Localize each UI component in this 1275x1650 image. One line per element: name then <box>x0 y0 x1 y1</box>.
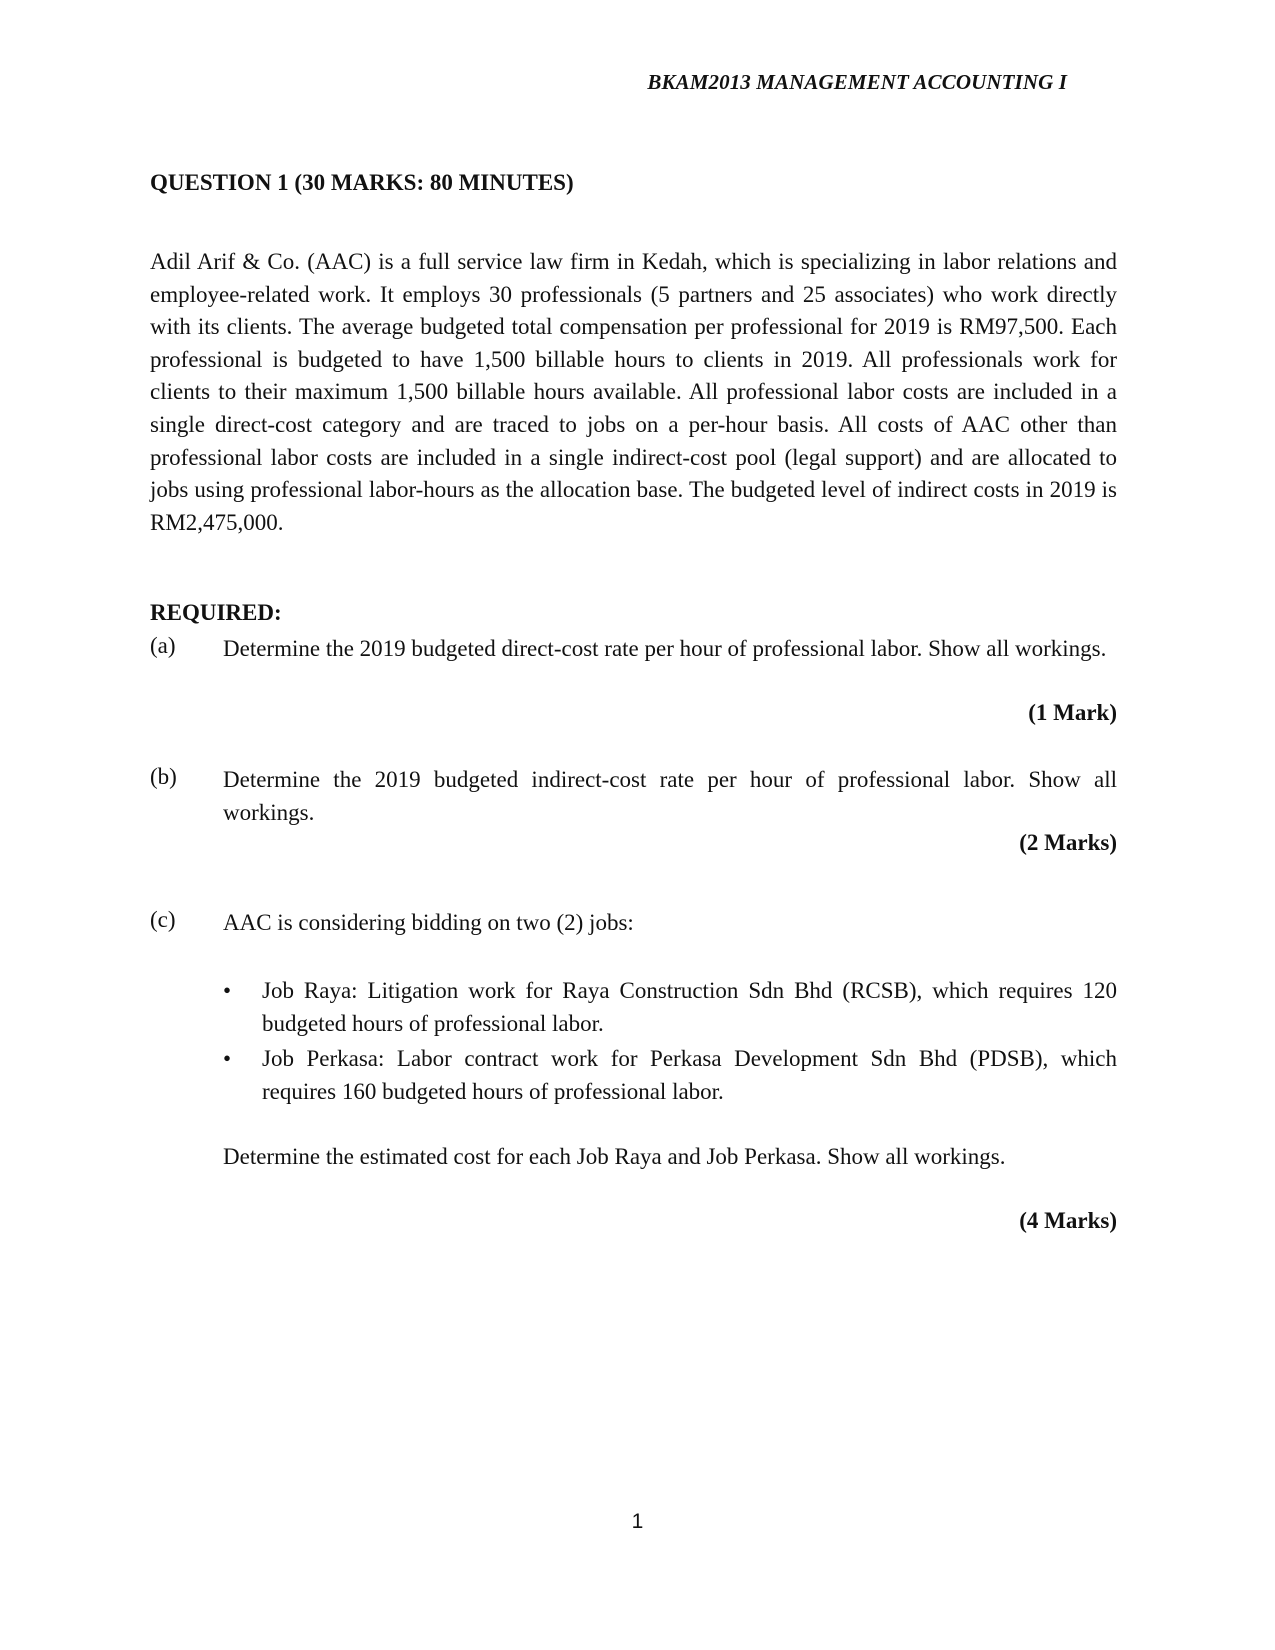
part-c-marks: (4 Marks) <box>1019 1208 1117 1233</box>
question-title: QUESTION 1 (30 MARKS: 80 MINUTES) <box>150 170 574 195</box>
bullet-icon: • <box>223 1046 232 1071</box>
bullet-icon: • <box>223 978 232 1003</box>
course-header: BKAM2013 MANAGEMENT ACCOUNTING I <box>647 70 1067 94</box>
part-c-label: (c) <box>150 907 176 932</box>
job-perkasa-description: Job Perkasa: Labor contract work for Perkasa Development Sdn Bhd (PDSB), which requires 160 budgeted hours of professional labor. <box>262 1046 1117 1104</box>
part-c-instruction: Determine the estimated cost for each Job Raya and Job Perkasa. Show all workings. <box>223 1144 1006 1169</box>
page-number: 1 <box>631 1510 644 1533</box>
required-heading: REQUIRED: <box>150 600 282 625</box>
part-b-marks: (2 Marks) <box>1019 830 1117 855</box>
job-raya-description: Job Raya: Litigation work for Raya Construction Sdn Bhd (RCSB), which requires 120 budgeted hours of professional labor. <box>262 978 1117 1036</box>
part-b-text: Determine the 2019 budgeted indirect-cost rate per hour of professional labor. Show all workings. <box>223 767 1117 825</box>
part-a-marks: (1 Mark) <box>1028 700 1117 725</box>
part-c-text: AAC is considering bidding on two (2) jobs: <box>223 910 634 935</box>
question-intro-paragraph: Adil Arif & Co. (AAC) is a full service law firm in Kedah, which is specializing in labor relations and employee-related work. It employs 30 professionals (5 partners and 25 associates) who work directly with its clients. The average budgeted total compensation per professional for 2019 is RM97,500. Each professional is budgeted to have 1,500 billable hours to clients in 2019. All professionals work for clients to their maximum 1,500 billable hours available. All professional labor costs are included in a single direct-cost category and are traced to jobs on a per-hour basis. All costs of AAC other than professional labor costs are included in a single indirect-cost pool (legal support) and are allocated to jobs using professional labor-hours as the allocation base. The budgeted level of indirect costs in 2019 is RM2,475,000. <box>150 249 1117 535</box>
part-a-text: Determine the 2019 budgeted direct-cost rate per hour of professional labor. Show all workings. <box>223 636 1107 661</box>
part-b-label: (b) <box>150 764 177 789</box>
part-a-label: (a) <box>150 633 176 658</box>
